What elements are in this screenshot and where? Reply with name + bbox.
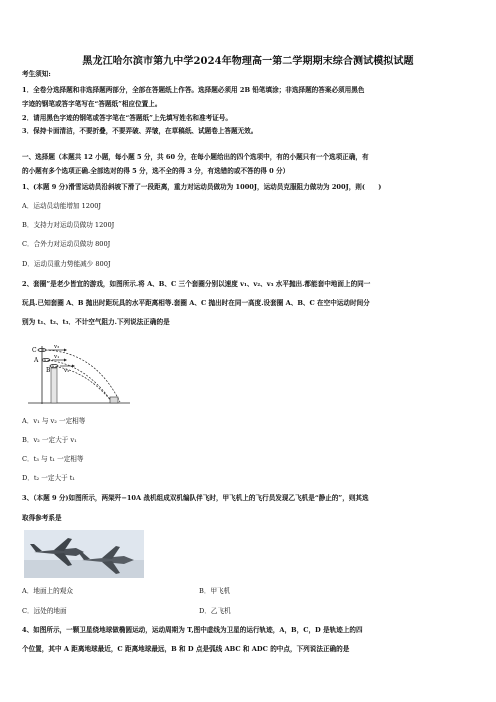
question-3-option-d: D．乙飞机 (199, 607, 231, 615)
label-c: C (32, 347, 37, 354)
question-3-stem: 取得参考系是 (22, 514, 62, 522)
label-v3: v₃ (54, 344, 60, 350)
page-title: 黑龙江哈尔滨市第九中学2024年物理高一第二学期期末综合测试模拟试题 (82, 56, 414, 67)
label-a: A (34, 357, 39, 364)
notice-line: 1．全卷分选择题和非选择题两部分，全部在答题纸上作答。选择题必须用 2B 铅笔填涂；非选择题的答案必须用黑色 (22, 86, 365, 94)
label-v2: v₂ (64, 368, 70, 374)
question-2-stem: 玩具.已知套圈 A、B 抛出时距玩具的水平距离相等.套圈 A、C 抛出时在同一高度.设套圈 A、B、C 在空中运动时间分 (22, 299, 370, 307)
question-1-option-a: A．运动员动能增加 1200J (22, 202, 102, 210)
question-2-stem: 别为 t₁、t₂、t₃．不计空气阻力.下列说法正确的是 (22, 318, 170, 326)
label-b: B (46, 367, 51, 374)
question-3-option-b: B．甲飞机 (199, 587, 231, 595)
question-3-stem: 3、（本题 9 分)如图所示，两架歼−10A 战机组成双机编队伴飞时，甲飞机上的飞行员发现乙飞机是“静止的”，则其选 (22, 494, 369, 502)
question-4-stem: 个位置，其中 A 距离地球最近，C 距离地球最远，B 和 D 点是弧线 ABC 和 ADC 的中点，下列说法正确的是 (22, 645, 350, 653)
question-2-option-d: D．t₂ 一定大于 t₁ (22, 474, 76, 482)
section-heading: 的小题有多个选项正确.全部选对的得 5 分，选不全的得 3 分，有选错的或不答的得 0 分） (22, 167, 290, 175)
question-4-stem: 4、如图所示，一颗卫星绕地球做椭圆运动，运动周期为 T,图中虚线为卫星的运行轨迹，A，B，C，D 是轨迹上的四 (22, 626, 363, 634)
question-2-option-b: B．v₂ 一定大于 v₁ (22, 436, 77, 444)
question-1-option-c: C．合外力对运动员做功 800J (22, 240, 111, 248)
notice-line: 字迹的钢笔或答字笔写在“答题纸”相应位置上。 (22, 100, 162, 108)
arrowhead-icon (72, 365, 75, 368)
notice-line: 2．请用黑色字迹的钢笔或答字笔在“答题纸”上先填写姓名和准考证号。 (22, 114, 232, 122)
question-2-option-a: A．v₁ 与 v₂ 一定相等 (22, 417, 86, 425)
notice-heading: 考生须知: (22, 70, 51, 78)
platform-b (51, 368, 57, 403)
question-2-option-c: C．t₃ 与 t₁ 一定相等 (22, 455, 84, 463)
question-1-option-b: B．支持力对运动员做功 1200J (22, 221, 115, 229)
question-1-option-d: D．运动员重力势能减少 800J (22, 260, 111, 268)
throwing-rings-figure (24, 340, 134, 406)
question-3-option-a: A．地面上的观众 (22, 587, 73, 595)
question-3-option-c: C．远处的地面 (22, 607, 67, 615)
arrowhead-icon (64, 359, 67, 362)
fighter-jets-photo (24, 530, 144, 578)
notice-line: 3．保持卡面清洁，不要折叠，不要弄破、弄皱，在草稿纸、试题卷上答题无效。 (22, 127, 258, 135)
arrowhead-icon (64, 349, 67, 352)
trajectory-b (52, 366, 112, 402)
section-heading: 一、选择题（本题共 12 小题，每小题 5 分，共 60 分，在每小题给出的四个选项中，有的小题只有一个选项正确，有 (22, 153, 369, 161)
question-1-stem: 1、(本题 9 分)滑雪运动员沿斜坡下滑了一段距离，重力对运动员做功为 1000J，运动员克服阻力做功为 200J，则( ) (22, 183, 382, 191)
toy-target-icon (110, 397, 118, 403)
question-2-stem: 2、套圈”是老少皆宜的游戏，如图所示.将 A、B、C 三个套圈分别以速度 v₁、v₂、v₃ 水平抛出.都能套中地面上的同一 (22, 280, 371, 288)
label-v1: v₁ (54, 354, 60, 360)
